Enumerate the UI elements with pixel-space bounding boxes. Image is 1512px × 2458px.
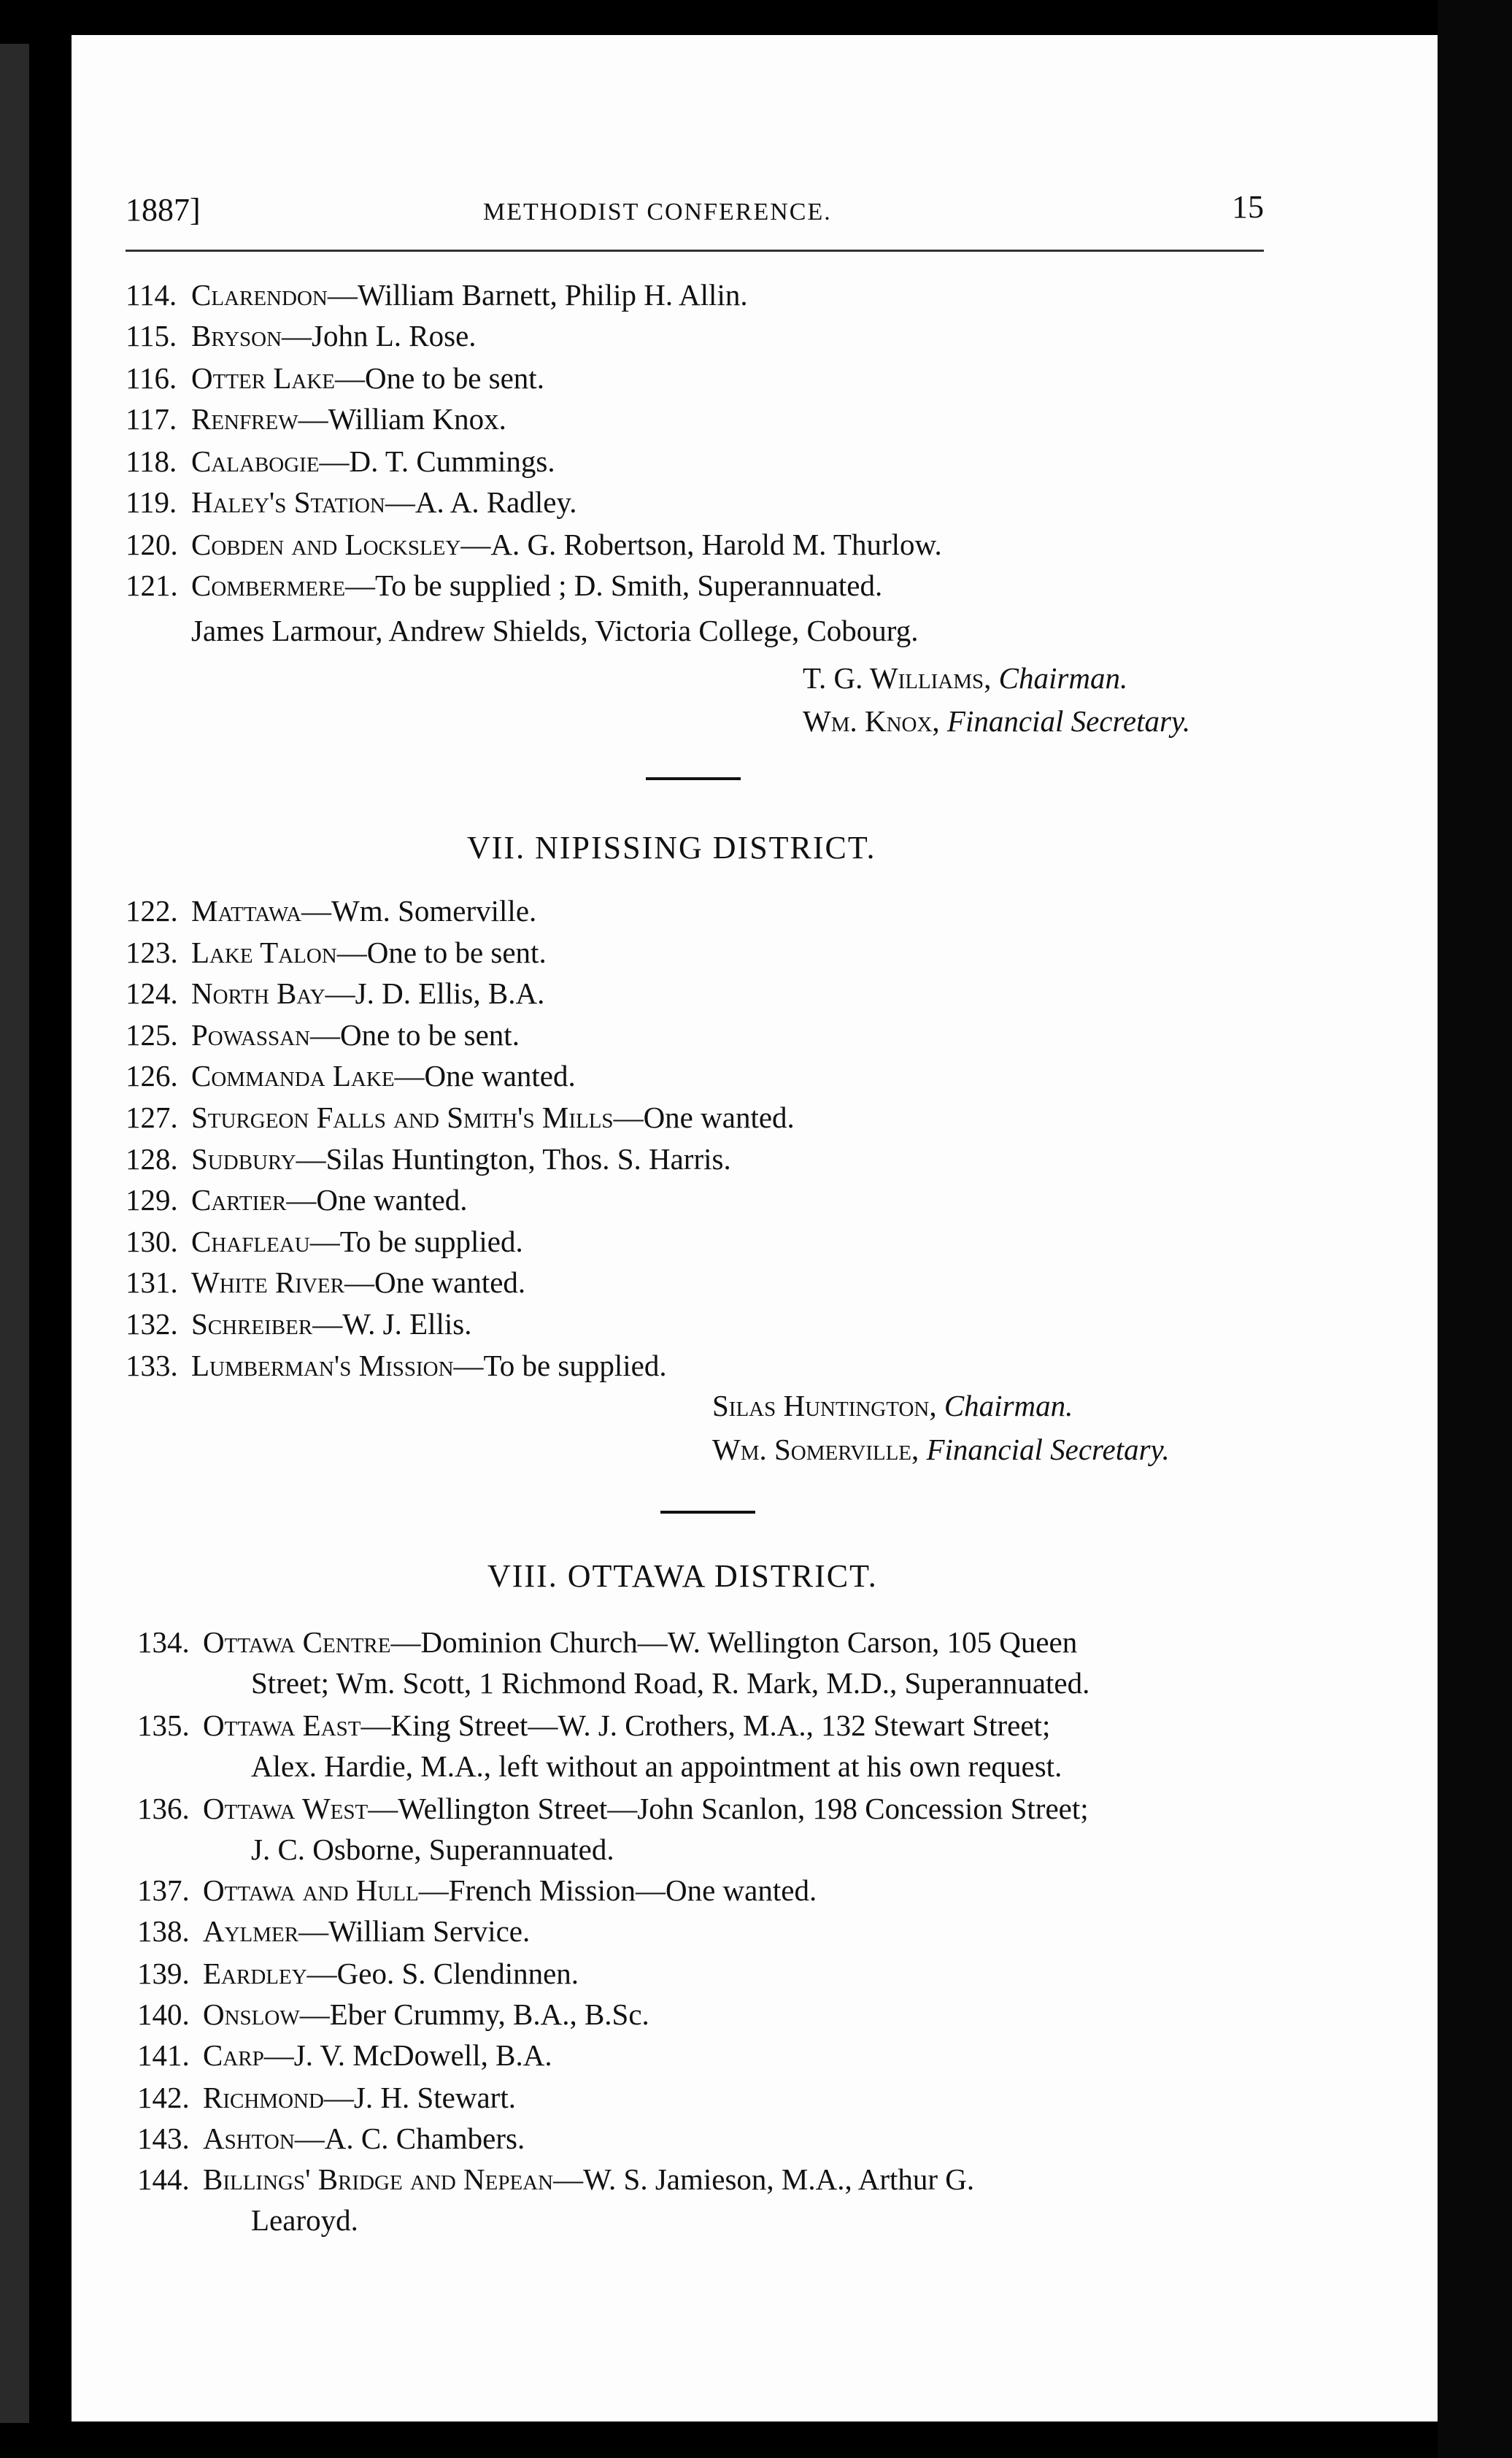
circuit-name: Schreiber [191, 1307, 313, 1341]
circuit-name: Sudbury [191, 1141, 296, 1176]
circuit-appointments: —Wm. Somerville. [301, 894, 537, 928]
entry-number: 126. [126, 1059, 178, 1093]
list-item [126, 1055, 576, 1096]
entry-number: 137. [137, 1873, 190, 1907]
entry-number: 143. [137, 2122, 190, 2155]
list-item [126, 1221, 523, 1262]
circuit-appointments: —To be supplied. [453, 1348, 667, 1382]
circuit-name: Cobden and Locksley [191, 528, 461, 561]
circuit-name: Lumberman's Mission [191, 1348, 454, 1382]
entry-number: 131. [126, 1265, 178, 1300]
entry-number: 134. [137, 1625, 190, 1659]
list-item [126, 1303, 472, 1344]
secretary-signature [803, 704, 1190, 739]
entry-number: 139. [137, 1957, 190, 1990]
list-item [126, 973, 544, 1014]
circuit-appointments: —William Knox. [298, 402, 506, 436]
entry-number: 120. [126, 528, 178, 561]
chairman-signature [712, 1388, 1073, 1423]
entry-number: 119. [126, 485, 177, 519]
circuit-appointments: —Eber Crummy, B.A., B.Sc. [299, 1997, 649, 2031]
list-item [137, 1994, 649, 2035]
entry-number: 144. [137, 2162, 190, 2196]
circuit-appointments: —Wellington Street—John Scanlon, 198 Concession Street; [368, 1792, 1089, 1825]
circuit-appointments: —D. T. Cummings. [319, 444, 555, 478]
circuit-appointments: —John L. Rose. [282, 319, 477, 352]
entry-number: 135. [137, 1708, 190, 1742]
circuit-name: Chafleau [191, 1224, 310, 1258]
circuit-name: Ottawa Centre [203, 1625, 391, 1659]
list-item [126, 524, 942, 565]
circuit-appointments: —King Street—W. J. Crothers, M.A., 132 Stewart Street; [360, 1708, 1051, 1742]
circuit-name: White River [191, 1265, 344, 1300]
circuit-appointments: —A. C. Chambers. [294, 2122, 525, 2155]
circuit-name: Bryson [191, 319, 282, 352]
section-divider [646, 777, 741, 780]
entry-number: 138. [137, 1914, 190, 1948]
circuit-name: Commanda Lake [191, 1059, 395, 1093]
signatory-role: Chairman. [944, 1389, 1073, 1422]
signatory-name: T. G. Williams, [803, 661, 992, 695]
circuit-name: Ashton [203, 2122, 295, 2155]
list-item [137, 1705, 1050, 1746]
list-item-continuation: J. C. Osborne, Superannuated. [251, 1833, 614, 1866]
list-item [126, 441, 555, 482]
entry-number: 116. [126, 361, 177, 395]
circuit-appointments: —A. G. Robertson, Harold M. Thurlow. [460, 528, 942, 561]
header-year: 1887] [126, 192, 201, 228]
entry-number: 132. [126, 1307, 178, 1341]
list-item [137, 2118, 525, 2159]
circuit-name: Lake Talon [191, 935, 337, 969]
circuit-appointments: —W. S. Jamieson, M.A., Arthur G. [553, 2162, 975, 2196]
list-item [137, 2077, 516, 2118]
entry-number: 115. [126, 319, 177, 352]
section-divider [660, 1511, 755, 1514]
circuit-name: Onslow [203, 1997, 300, 2031]
section-heading: VIII. OTTAWA DISTRICT. [487, 1558, 878, 1594]
list-item-continuation: Learoyd. [251, 2203, 358, 2237]
circuit-name: Haley's Station [191, 485, 385, 519]
circuit-name: Ottawa East [203, 1708, 361, 1742]
entry-number: 141. [137, 2038, 190, 2072]
circuit-name: Clarendon [191, 278, 328, 312]
list-item [126, 1139, 731, 1179]
list-item [126, 358, 544, 398]
list-item [126, 1345, 667, 1386]
circuit-appointments: —William Service. [298, 1914, 531, 1948]
signatory-name: Silas Huntington, [712, 1389, 937, 1422]
signatory-name: Wm. Knox, [803, 704, 940, 738]
list-item-continuation: Street; Wm. Scott, 1 Richmond Road, R. Mark, M.D., Superannuated. [251, 1666, 1090, 1700]
circuit-appointments: —One wanted. [344, 1265, 526, 1300]
list-item [126, 315, 477, 356]
circuit-appointments: —One wanted. [286, 1183, 468, 1217]
entry-number: 130. [126, 1224, 178, 1258]
book-left-edge [0, 44, 29, 2423]
book-right-edge [1438, 0, 1512, 2458]
circuit-name: Calabogie [191, 444, 320, 478]
circuit-name: Powassan [191, 1017, 310, 1052]
district-note: James Larmour, Andrew Shields, Victoria College, Cobourg. [191, 614, 919, 647]
circuit-appointments: —Geo. S. Clendinnen. [306, 1957, 579, 1990]
circuit-name: Cartier [191, 1183, 287, 1217]
circuit-name: Aylmer [203, 1914, 299, 1948]
secretary-signature [712, 1432, 1170, 1467]
chairman-signature [803, 660, 1127, 696]
circuit-appointments: —A. A. Radley. [385, 485, 577, 519]
list-item [137, 2035, 552, 2076]
entry-number: 125. [126, 1017, 178, 1052]
circuit-appointments: —One to be sent. [336, 935, 547, 969]
page-header [126, 191, 1264, 242]
entry-number: 118. [126, 444, 177, 478]
circuit-name: Sturgeon Falls and Smith's Mills [191, 1101, 614, 1134]
entry-number: 140. [137, 1997, 190, 2031]
circuit-appointments: —W. J. Ellis. [312, 1307, 472, 1341]
circuit-name: North Bay [191, 976, 325, 1011]
list-item-continuation: Alex. Hardie, M.A., left without an appointment at his own request. [251, 1749, 1062, 1783]
circuit-appointments: —J. V. McDowell, B.A. [263, 2038, 552, 2072]
circuit-name: Combermere [191, 569, 346, 602]
list-item [137, 1870, 817, 1911]
entry-number: 129. [126, 1183, 178, 1217]
entry-number: 136. [137, 1792, 190, 1825]
circuit-appointments: —Silas Huntington, Thos. S. Harris. [296, 1141, 731, 1176]
circuit-name: Ottawa and Hull [203, 1873, 419, 1907]
signatory-role: Financial Secretary. [946, 704, 1191, 738]
entry-number: 123. [126, 935, 178, 969]
circuit-appointments: —One to be sent. [335, 361, 544, 395]
circuit-name: Renfrew [191, 402, 298, 436]
list-item [126, 890, 536, 931]
entry-number: 142. [137, 2081, 190, 2114]
circuit-appointments: —J. D. Ellis, B.A. [325, 976, 545, 1011]
circuit-name: Mattawa [191, 894, 302, 928]
circuit-appointments: —J. H. Stewart. [323, 2081, 516, 2114]
circuit-appointments: —Dominion Church—W. Wellington Carson, 105 Queen [390, 1625, 1078, 1659]
entry-number: 122. [126, 894, 178, 928]
circuit-appointments: —One wanted. [394, 1059, 576, 1093]
circuit-appointments: —To be supplied ; D. Smith, Superannuated. [345, 569, 883, 602]
circuit-appointments: —To be supplied. [309, 1224, 523, 1258]
signatory-role: Chairman. [998, 661, 1128, 695]
entry-number: 121. [126, 569, 178, 602]
circuit-name: Eardley [203, 1957, 307, 1990]
signatory-role: Financial Secretary. [926, 1433, 1170, 1466]
circuit-appointments: —William Barnett, Philip H. Allin. [327, 278, 748, 312]
circuit-name: Otter Lake [191, 361, 335, 395]
list-item [126, 932, 547, 973]
circuit-name: Carp [203, 2038, 264, 2072]
entry-number: 124. [126, 976, 178, 1011]
list-item [137, 1911, 530, 1952]
list-item [126, 1014, 520, 1055]
entry-number: 117. [126, 402, 177, 436]
header-rule [126, 250, 1264, 252]
circuit-appointments: —One wanted. [613, 1101, 795, 1134]
list-item [126, 565, 882, 606]
circuit-appointments: —One to be sent. [310, 1017, 520, 1052]
page-number: 15 [1232, 189, 1264, 225]
list-item [126, 398, 506, 439]
circuit-name: Ottawa West [203, 1792, 369, 1825]
list-item [126, 1097, 795, 1138]
list-item [126, 482, 577, 523]
circuit-appointments: —French Mission—One wanted. [418, 1873, 817, 1907]
list-item [137, 1788, 1089, 1829]
circuit-name: Billings' Bridge and Nepean [203, 2162, 554, 2196]
list-item [137, 1953, 579, 1994]
entry-number: 127. [126, 1101, 178, 1134]
list-item [137, 1622, 1077, 1663]
list-item [126, 1179, 468, 1220]
list-item [126, 1262, 525, 1303]
signatory-name: Wm. Somerville, [712, 1433, 919, 1466]
list-item [126, 274, 748, 315]
entry-number: 128. [126, 1141, 178, 1176]
section-heading: VII. NIPISSING DISTRICT. [467, 830, 876, 866]
list-item [137, 2159, 974, 2200]
entry-number: 114. [126, 278, 177, 312]
header-title: METHODIST CONFERENCE. [483, 199, 832, 226]
circuit-name: Richmond [203, 2081, 324, 2114]
entry-number: 133. [126, 1348, 178, 1382]
